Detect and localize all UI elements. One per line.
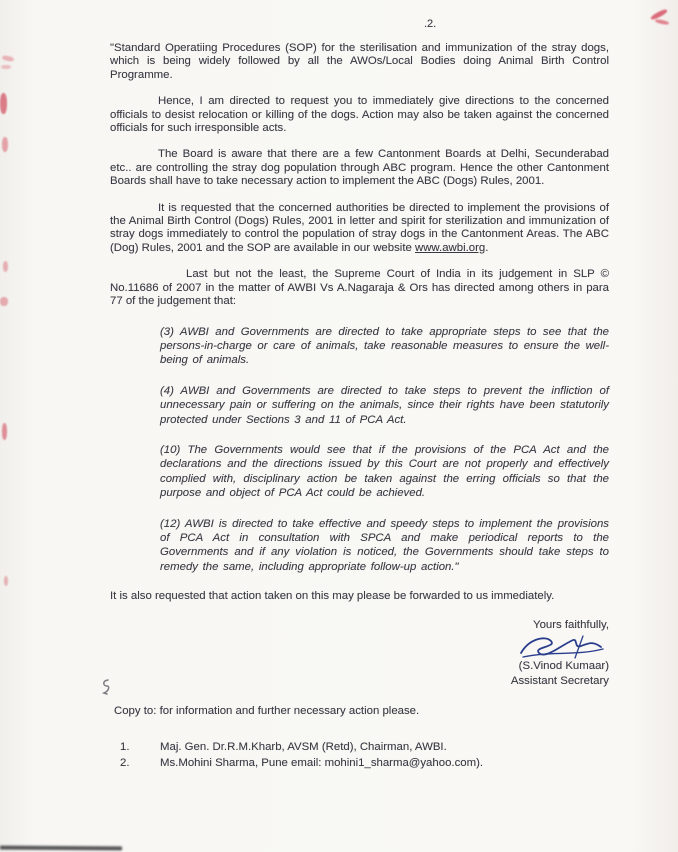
letter-body [110,42,609,771]
cc-item [120,740,609,756]
body-paragraph-abc-rules [110,202,609,256]
scan-edge-shadow [0,846,122,851]
pen-mark-stroke [104,680,109,694]
body-paragraph-sop: "Standard Operatiing Procedures (SOP) for the sterilisation and immunization of the stray dogs, which is being widely followed by all the AWOs/Local Bodies doing Animal Birth Control Programme. [110,42,609,81]
cc-item [120,756,609,772]
signature-underline [523,649,603,657]
copy-to-line: Copy to: for information and further necessary action please. [114,704,420,717]
quote-paragraph-3: (3) AWBI and Governments are directed to take appropriate steps to see that the persons-in-charge or care of animals, take reasonable measures to ensure the well-being of animals. [160,325,609,367]
page-number: .2. [424,18,437,30]
scan-mark-red [655,19,670,26]
quote-paragraph-4: (4) AWBI and Governments are directed to take steps to prevent the infliction of unnecessary pain or suffering on the animals, since their rights have been statutorily protected under Sections 3 and 11 of PCA Act. [160,384,609,426]
body-paragraph-cantonment-boards: The Board is aware that there are a few Cantonment Boards at Delhi, Secunderabad etc.. are controlling the stray dog population through ABC program. Hence the other Cantonment Boards shall have to take necessary action to implement the ABC (Dogs) Rules, 2001. [110,148,609,188]
cc-list [120,740,609,771]
cc-number: 2. [120,756,130,769]
pen-mark [100,678,112,696]
cc-number: 1. [120,741,130,753]
scan-mark-red [1,65,11,69]
scan-mark-red [3,261,8,272]
scan-mark-red [4,576,8,586]
scan-mark-red [2,137,8,152]
valediction: Yours faithfully, [533,618,609,631]
cc-text: Maj. Gen. Dr.R.M.Kharb, AVSM (Retd), Chairman, AWBI. [160,741,447,753]
closing-block [434,618,609,689]
paragraph-text: . [485,241,489,254]
signatory-name: (S.Vinod Kumaar) [518,659,609,672]
paragraph-text: It is requested that the concerned authorities be directed to implement the provisions of the Animal Birth Control (Dogs) Rules, 2001 in letter and spirit for sterilization and immunization of stray dogs immediately to control the population of stray dogs in the Cantonment Areas. The ABC (Dog) Rules, 2001 and the SOP are available in our website [110,201,609,254]
quote-paragraph-12: (12) AWBI is directed to take effective and speedy steps to implement the provisions of PCA Act in consultation with SPCA and make periodical reports to the Governments and if any violation is noticed, the Governments should take steps to remedy the same, including appropriate follow-up action." [160,517,609,573]
scan-mark-red [2,55,15,62]
website-link: www.awbi.org [414,241,486,254]
cc-text: Ms.Mohini Sharma, Pune email: mohini1_sharma@yahoo.com). [160,756,484,769]
quote-paragraph-10: (10) The Governments would see that if the provisions of the PCA Act and the declarations and the directions issued by this Court are not properly and effectively complied with, disciplinary action be taken against the erring officials so that the purpose and object of PCA Act could be achieved. [160,443,609,500]
request-line: It is also requested that action taken on this may please be forwarded to us immediately. [110,590,555,603]
body-paragraph-supreme-court: Last but not the least, the Supreme Court of India in its judgement in SLP © No.11686 of 2007 in the matter of AWBI Vs A.Nagaraja & Ors has directed among others in para 77 of the judgement that: [110,268,609,308]
signature-slash [575,636,583,658]
scan-mark-red [0,297,8,306]
scan-mark-red [0,93,7,114]
body-paragraph-directions: Hence, I am directed to request you to immediately give directions to the concerned officials to desist relocation or killing of the dogs. Action may also be taken against the concerned officials for such irresponsible acts. [110,95,609,135]
scan-mark-red [2,423,7,440]
signatory-title: Assistant Secretary [510,674,609,687]
